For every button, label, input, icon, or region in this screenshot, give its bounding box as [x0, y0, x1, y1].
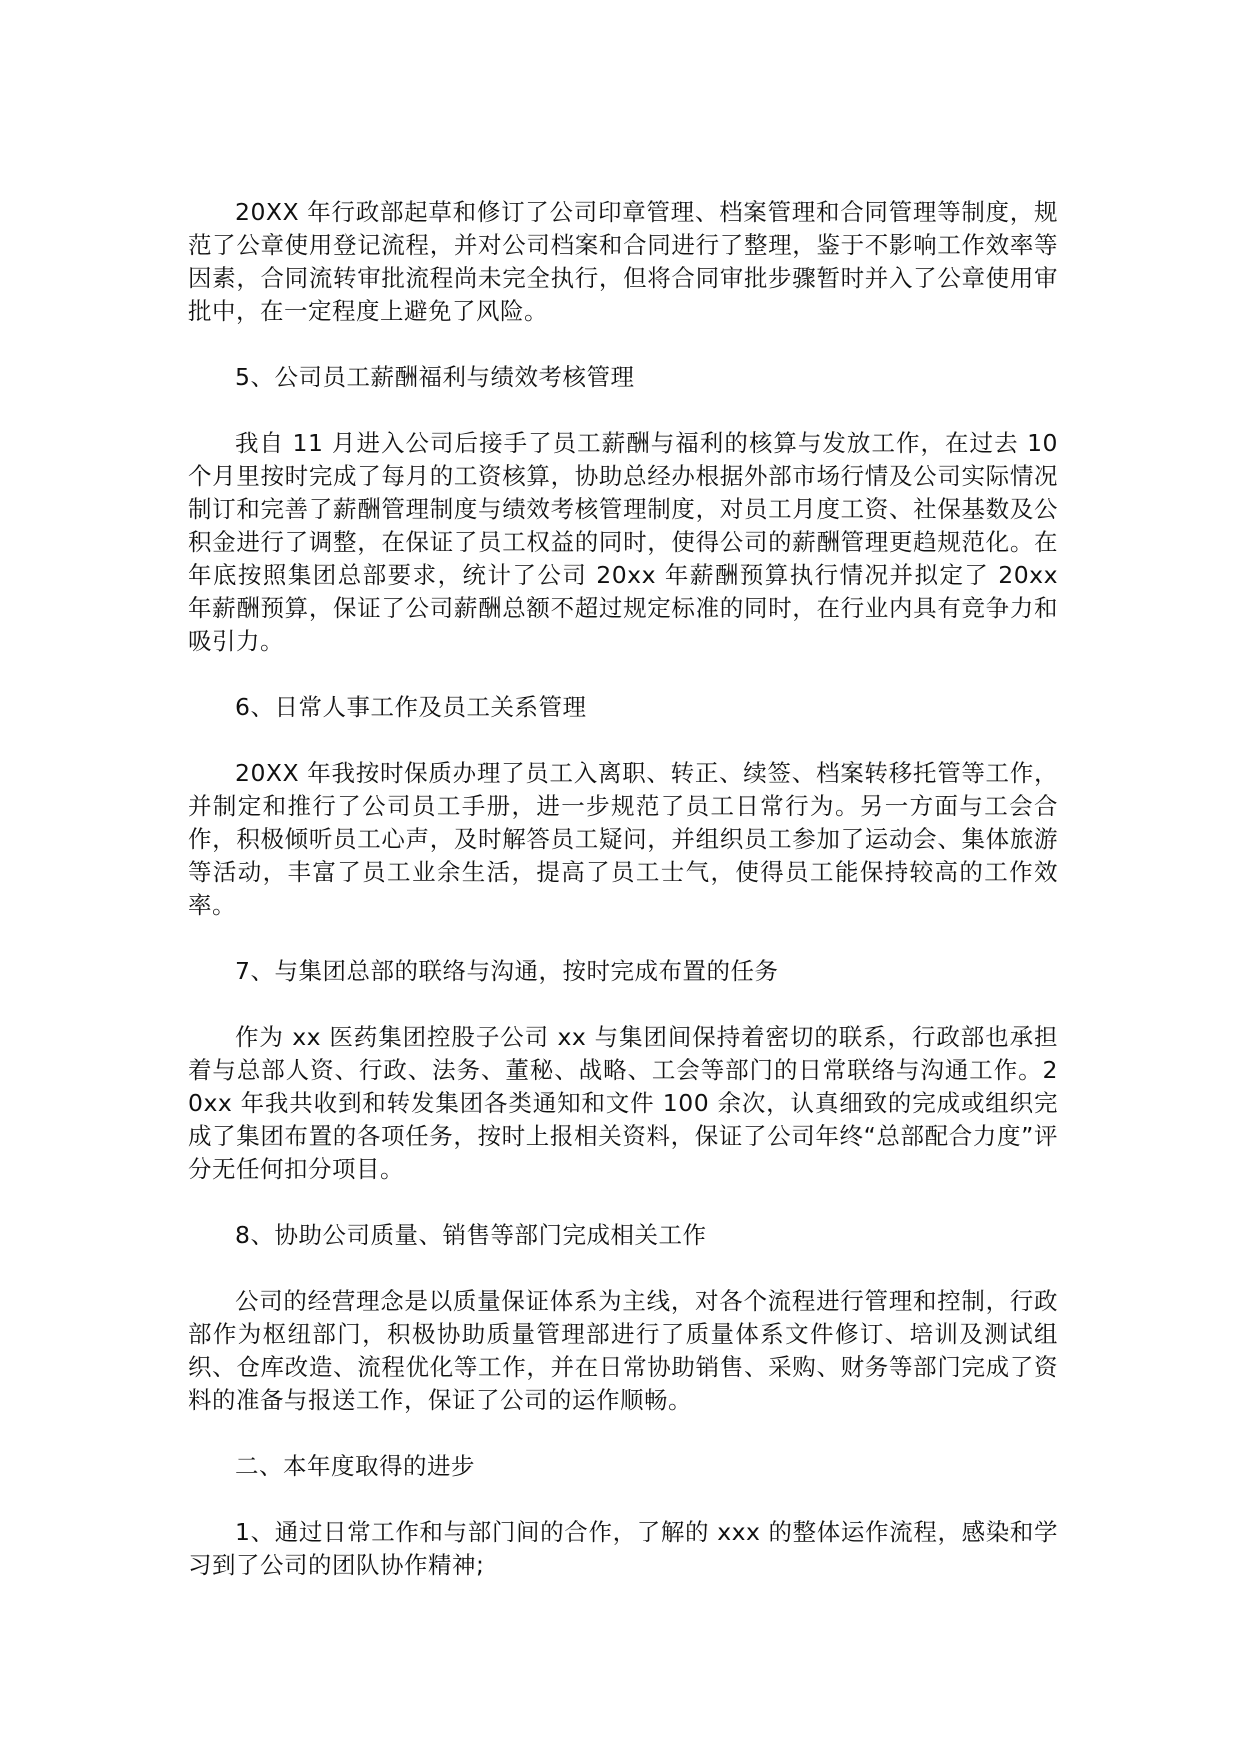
section-heading: 5、公司员工薪酬福利与绩效考核管理: [235, 363, 635, 391]
body-paragraph: 1、通过日常工作和与部门间的合作，了解的 xxx 的整体运作流程，感染和学习到了公司的团队协作精神;: [188, 1518, 1058, 1579]
body-paragraph: 20XX 年我按时保质办理了员工入离职、转正、续签、档案转移托管等工作，并制定和推行了公司员工手册，进一步规范了员工日常行为。另一方面与工会合作，积极倾听员工心声，及时解答员工疑问，并组织员工参加了运动会、集体旅游等活动，丰富了员工业余生活，提高了员工士气，使得员工能保持较高的工作效率。: [188, 759, 1058, 919]
section-heading: 二、本年度取得的进步: [235, 1452, 475, 1480]
body-paragraph: 作为 xx 医药集团控股子公司 xx 与集团间保持着密切的联系，行政部也承担着与总部人资、行政、法务、董秘、战略、工会等部门的日常联络与沟通工作。20xx 年我共收到和转发集团各类通知和文件 100 余次，认真细致的完成或组织完成了集团布置的各项任务，按时上报相关资料，保证了公司年终“总部配合力度”评分无任何扣分项目。: [188, 1023, 1058, 1183]
document-page: [188, 196, 1058, 1582]
section-heading: 6、日常人事工作及员工关系管理: [235, 693, 587, 721]
body-paragraph: 我自 11 月进入公司后接手了员工薪酬与福利的核算与发放工作，在过去 10 个月里按时完成了每月的工资核算，协助总经办根据外部市场行情及公司实际情况制订和完善了薪酬管理制度与绩效考核管理制度，对员工月度工资、社保基数及公积金进行了调整，在保证了员工权益的同时，使得公司的薪酬管理更趋规范化。在年底按照集团总部要求，统计了公司 20xx 年薪酬预算执行情况并拟定了 20xx 年薪酬预算，保证了公司薪酬总额不超过规定标准的同时，在行业内具有竞争力和吸引力。: [188, 429, 1058, 655]
section-heading: 8、协助公司质量、销售等部门完成相关工作: [235, 1221, 707, 1249]
body-paragraph: 公司的经营理念是以质量保证体系为主线，对各个流程进行管理和控制，行政部作为枢纽部门，积极协助质量管理部进行了质量体系文件修订、培训及测试组织、仓库改造、流程优化等工作，并在日常协助销售、采购、财务等部门完成了资料的准备与报送工作，保证了公司的运作顺畅。: [188, 1287, 1058, 1414]
section-heading: 7、与集团总部的联络与沟通，按时完成布置的任务: [235, 957, 779, 985]
body-paragraph: 20XX 年行政部起草和修订了公司印章管理、档案管理和合同管理等制度，规范了公章使用登记流程，并对公司档案和合同进行了整理，鉴于不影响工作效率等因素，合同流转审批流程尚未完全执行，但将合同审批步骤暂时并入了公章使用审批中，在一定程度上避免了风险。: [188, 198, 1058, 325]
